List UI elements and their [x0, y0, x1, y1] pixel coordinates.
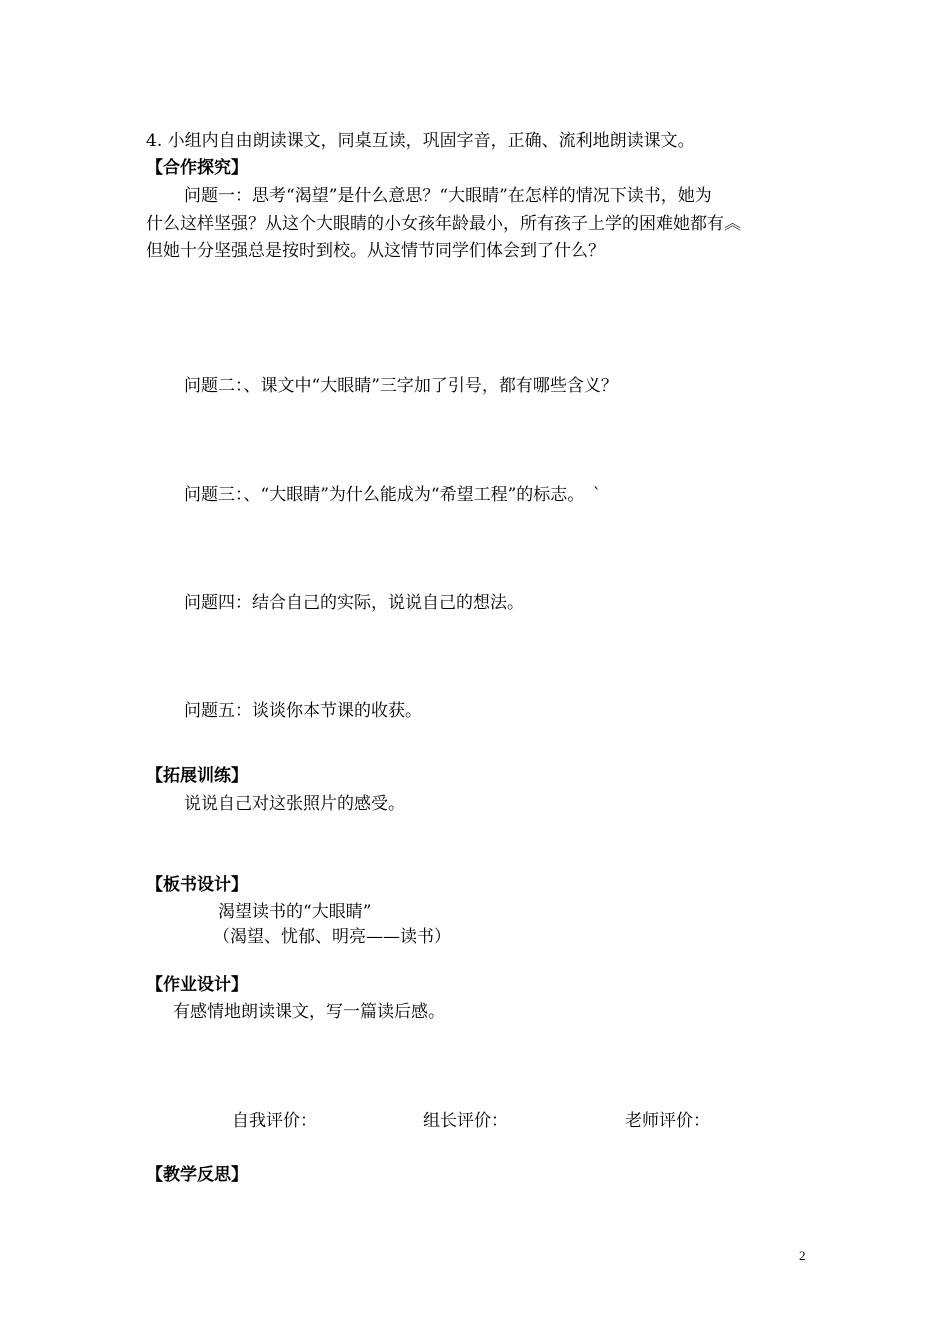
section-heading-homework: 【作业设计】: [146, 975, 248, 995]
question-1-line-1: 问题一：思考“渴望”是什么意思？“大眼睛”在怎样的情况下读书，她为: [184, 186, 712, 206]
question-2: 问题二：、课文中“大眼睛”三字加了引号，都有哪些含义？: [184, 376, 618, 396]
question-5: 问题五：谈谈你本节课的收获。: [184, 701, 422, 721]
page-number: 2: [799, 1248, 806, 1263]
teacher-evaluation-label: 老师评价：: [625, 1111, 710, 1131]
board-line-1: 渴望读书的“大眼睛”: [218, 902, 372, 922]
question-4: 问题四：结合自己的实际，说说自己的想法。: [184, 593, 524, 613]
homework-text: 有感情地朗读课文，写一篇读后感。: [173, 1002, 445, 1022]
question-1-line-2: 什么这样坚强？从这个大眼睛的小女孩年龄最小，所有孩子上学的困难她都有︽: [146, 214, 741, 234]
extension-text: 说说自己对这张照片的感受。: [184, 794, 405, 814]
self-evaluation-label: 自我评价：: [232, 1111, 317, 1131]
intro-step-4: 4. 小组内自由朗读课文，同桌互读，巩固字音，正确、流利地朗读课文。: [146, 131, 695, 151]
section-heading-reflection: 【教学反思】: [146, 1165, 248, 1185]
section-heading-board: 【板书设计】: [146, 875, 248, 895]
board-line-2: （渴望、忧郁、明亮——读书）: [213, 927, 451, 947]
question-3: 问题三：、“大眼睛”为什么能成为“希望工程”的标志。 `: [184, 485, 602, 505]
leader-evaluation-label: 组长评价：: [423, 1111, 508, 1131]
section-heading-extension: 【拓展训练】: [146, 766, 248, 786]
question-1-line-3: 但她十分坚强总是按时到校。从这情节同学们体会到了什么？: [146, 241, 605, 261]
section-heading-cooperation: 【合作探究】: [146, 158, 248, 178]
